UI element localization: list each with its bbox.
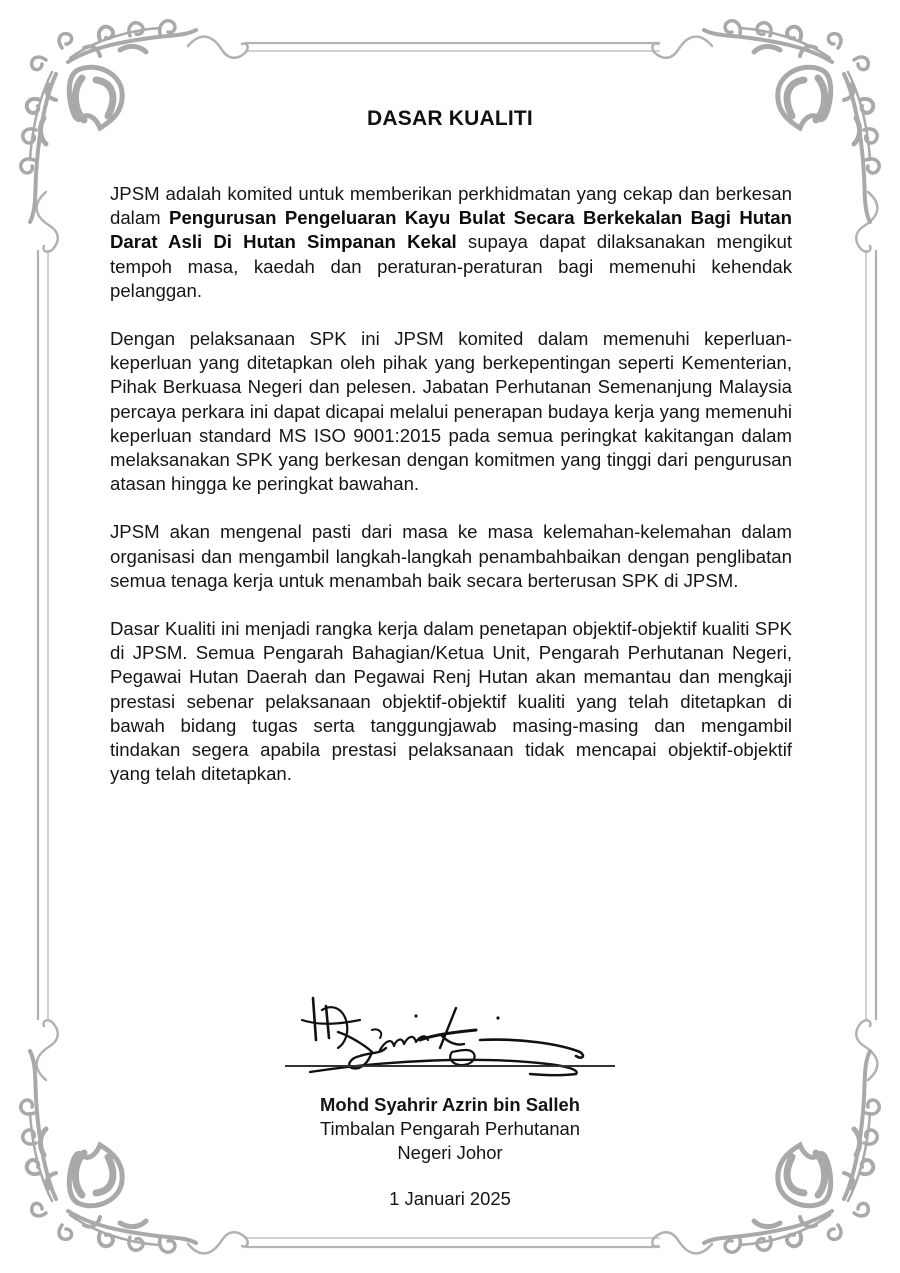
signatory-block [0, 1093, 900, 1165]
policy-body [110, 182, 792, 810]
paragraph-2: Dengan pelaksanaan SPK ini JPSM komited dalam memenuhi keperluan-keperluan yang ditetapkan oleh pihak yang berkepentingan seperti Kementerian, Pihak Berkuasa Negeri dan pelesen. Jabatan Perhutanan Semenanjung Malaysia percaya perkara ini dapat dicapai melalui penerapan budaya kerja yang memenuhi keperluan standard MS ISO 9001:2015 pada semua peringkat kakitangan dalam melaksanakan SPK yang berkesan dengan komitmen yang tinggi dari pengurusan atasan hingga ke peringkat bawahan. [110, 328, 792, 495]
border-left-bottom-curl [37, 1020, 58, 1080]
signature-line [285, 1065, 615, 1067]
signatory-position-line-1: Timbalan Pengarah Perhutanan [319, 1118, 581, 1139]
document-date: 1 Januari 2025 [389, 1188, 511, 1209]
border-left-top-curl [37, 192, 58, 252]
paragraph-1-emphasis: Pengurusan Pengeluaran Kayu Bulat Secara Berkekalan Bagi Hutan Darat Asli Di Hutan Simpanan Kekal [110, 207, 792, 253]
border-top-right-curl [652, 37, 712, 58]
paragraph-3: JPSM akan mengenal pasti dari masa ke masa kelemahan-kelemahan dalam organisasi dan mengambil langkah-langkah penambahbaikan dengan penglibatan semua tenaga kerja untuk menambah baik secara berterusan SPK di JPSM. [110, 521, 792, 591]
paragraph-4: Dasar Kualiti ini menjadi rangka kerja dalam penetapan objektif-objektif kualiti SPK di JPSM. Semua Pengarah Bahagian/Ketua Unit, Pengarah Perhutanan Negeri, Pegawai Hutan Daerah dan Pegawai Renj Hutan akan memantau dan mengkaji prestasi sebenar pelaksanaan objektif-objektif kualiti yang telah ditetapkan di bawah bidang tugas serta tanggungjawab masing-masing dan mengambil tindakan segera apabila prestasi pelaksanaan tidak mencapai objektif-objektif yang telah ditetapkan. [110, 618, 792, 785]
paragraph-1-outro: supaya dapat dilaksanakan mengikut tempoh masa, kaedah dan peraturan-peraturan bagi memenuhi kehendak pelanggan. [110, 231, 792, 301]
signatory-position-line-2: Negeri Johor [397, 1142, 503, 1163]
document-title: DASAR KUALITI [367, 107, 533, 130]
paragraph-1 [110, 182, 792, 303]
border-top-left-curl [188, 37, 248, 58]
signatory-name: Mohd Syahrir Azrin bin Salleh [320, 1094, 580, 1115]
paragraph-1-intro: JPSM adalah komited untuk memberikan perkhidmatan yang cekap dan berkesan dalam [110, 183, 792, 229]
